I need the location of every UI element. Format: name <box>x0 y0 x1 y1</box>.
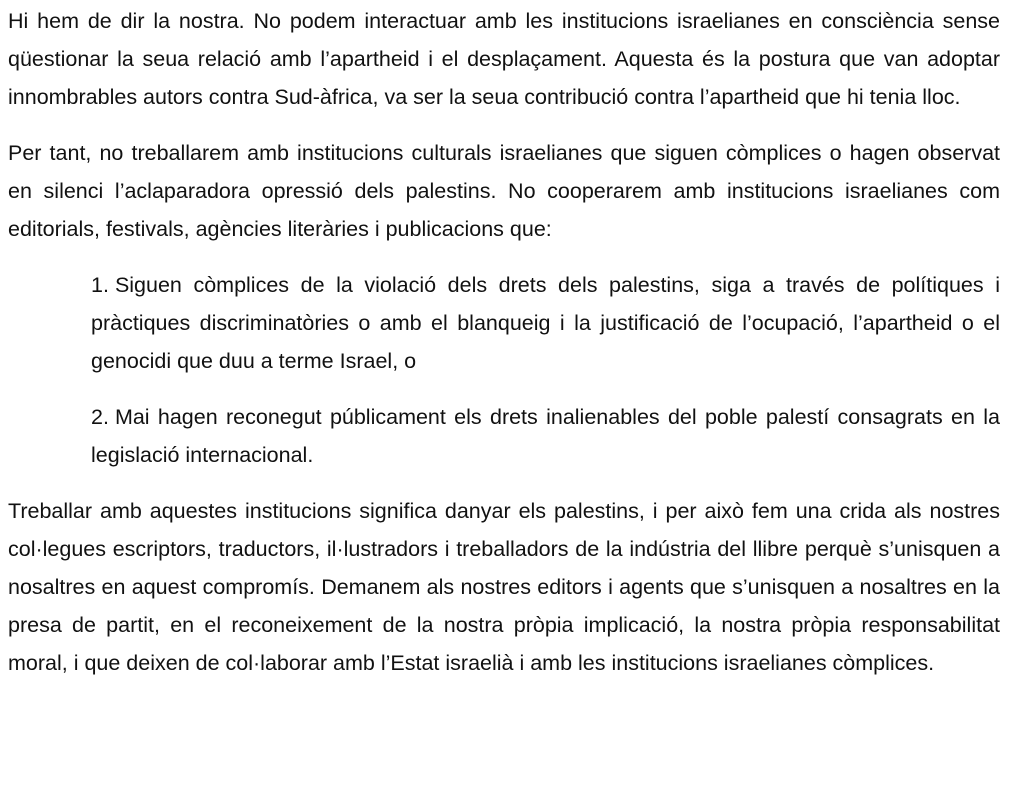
list-marker: 1. <box>91 273 109 297</box>
paragraph-intro: Hi hem de dir la nostra. No podem interactuar amb les institucions israelianes en consciència sense qüestionar la seua relació amb l’apartheid i el desplaçament. Aquesta és la postura que van adoptar innombrables autors contra Sud-àfrica, va ser la seua contribució contra l’apartheid que hi tenia lloc. <box>8 9 1000 109</box>
list-item <box>91 398 1000 474</box>
paragraph-closing: Treballar amb aquestes institucions significa danyar els palestins, i per això fem una crida als nostres col·legues escriptors, traductors, il·lustradors i treballadors de la indústria del llibre perquè s’unisquen a nosaltres en aquest compromís. Demanem als nostres editors i agents que s’unisquen a nosaltres en la presa de partit, en el reconeixement de la nostra pròpia implicació, la nostra pròpia responsabilitat moral, i que deixen de col·laborar amb l’Estat israelià i amb les institucions israelianes còmplices. <box>8 499 1000 675</box>
paragraph-commitment: Per tant, no treballarem amb institucions culturals israelianes que siguen còmplices o hagen observat en silenci l’aclaparadora opressió dels palestins. No cooperarem amb institucions israelianes com editorials, festivals, agències literàries i publicacions que: <box>8 141 1000 241</box>
list-item-text: Mai hagen reconegut públicament els drets inalienables del poble palestí consagrats en la legislació internacional. <box>91 405 1000 467</box>
list-item-text: Siguen còmplices de la violació dels drets dels palestins, siga a través de polítiques i pràctiques discriminatòries o amb el blanqueig i la justificació de l’ocupació, l’apartheid o el genocidi que duu a terme Israel, o <box>91 273 1000 373</box>
list-item <box>91 266 1000 380</box>
list-marker: 2. <box>91 405 109 429</box>
criteria-list <box>8 266 1000 474</box>
